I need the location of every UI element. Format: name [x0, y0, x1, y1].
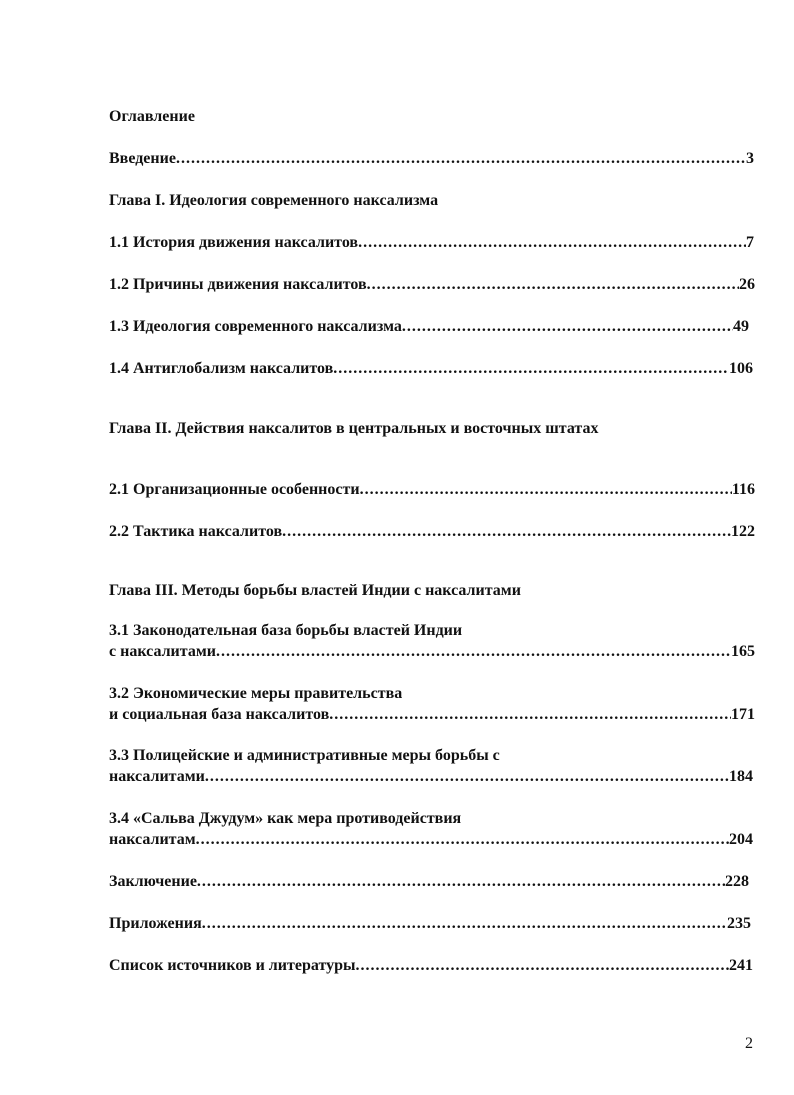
- toc-entry-1-4: [109, 359, 753, 379]
- toc-entry-3-3-line1: 3.3 Полицейские и административные меры борьбы с: [109, 747, 500, 764]
- toc-entry-2-1: [109, 480, 755, 500]
- dot-leader: [355, 956, 729, 976]
- entry-label: наксалитам: [109, 831, 196, 848]
- dot-leader: [329, 705, 731, 725]
- entry-label: Заключение: [109, 873, 197, 890]
- dot-leader: [333, 359, 729, 379]
- entry-label: Введение: [109, 150, 176, 167]
- toc-title: Оглавление: [109, 108, 195, 125]
- entry-label: 2.2 Тактика наксалитов: [109, 523, 283, 540]
- toc-entry-conclusion: [109, 872, 749, 892]
- dot-leader: [282, 522, 731, 542]
- entry-page: 26: [739, 276, 755, 293]
- dot-leader: [205, 767, 729, 787]
- toc-entry-3-4-line1: 3.4 «Сальва Джудум» как мера противодействия: [109, 810, 462, 827]
- entry-label: Приложения: [109, 915, 202, 932]
- entry-label: наксалитами: [109, 768, 205, 785]
- toc-entry-3-1-line1: 3.1 Законодательная база борьбы властей Индии: [109, 622, 463, 639]
- entry-page: 171: [731, 706, 755, 723]
- chapter1-title: Глава I. Идеология современного наксализма: [109, 192, 439, 209]
- entry-label: и социальная база наксалитов: [109, 706, 330, 723]
- entry-page: 106: [729, 360, 753, 377]
- entry-label: с наксалитами: [109, 643, 216, 660]
- dot-leader: [202, 914, 727, 934]
- toc-entry-3-2-line1: 3.2 Экономические меры правительства: [109, 685, 403, 702]
- dot-leader: [360, 480, 732, 500]
- entry-page: 241: [729, 957, 753, 974]
- toc-entry-2-2: [109, 522, 755, 542]
- entry-page: 165: [731, 643, 755, 660]
- toc-entry-intro: [109, 149, 754, 169]
- toc-entry-1-1: [109, 233, 754, 253]
- toc-entry-3-4: [109, 830, 753, 850]
- toc-entry-1-3: [109, 317, 749, 337]
- chapter2-title: Глава II. Действия наксалитов в центральных и восточных штатах: [109, 420, 599, 437]
- entry-page: 122: [731, 523, 755, 540]
- entry-label: 1.4 Антиглобализм наксалитов: [109, 360, 334, 377]
- entry-label: 1.1 История движения наксалитов: [109, 234, 359, 251]
- toc-entry-appendices: [109, 914, 751, 934]
- toc-entry-1-2: [109, 275, 755, 295]
- page-number: 2: [745, 1035, 753, 1052]
- toc-entry-3-2: [109, 705, 755, 725]
- toc-entry-3-3: [109, 767, 753, 787]
- entry-page: 7: [746, 234, 754, 251]
- entry-label: 2.1 Организационные особенности: [109, 481, 360, 498]
- entry-page: 49: [733, 318, 749, 335]
- toc-entry-sources: [109, 956, 753, 976]
- entry-page: 228: [725, 873, 749, 890]
- entry-label: 1.2 Причины движения наксалитов: [109, 276, 367, 293]
- dot-leader: [402, 317, 733, 337]
- dot-leader: [367, 275, 739, 295]
- dot-leader: [196, 830, 729, 850]
- chapter3-title: Глава III. Методы борьбы властей Индии с наксалитами: [109, 582, 521, 599]
- entry-page: 204: [729, 831, 753, 848]
- dot-leader: [358, 233, 746, 253]
- dot-leader: [197, 872, 725, 892]
- entry-page: 116: [731, 481, 755, 498]
- entry-label: 1.3 Идеология современного наксализма: [109, 318, 402, 335]
- dot-leader: [216, 642, 731, 662]
- entry-page: 184: [729, 768, 753, 785]
- entry-page: 3: [746, 150, 754, 167]
- entry-label: Список источников и литературы: [109, 957, 356, 974]
- entry-page: 235: [727, 915, 751, 932]
- toc-entry-3-1: [109, 642, 755, 662]
- dot-leader: [176, 149, 746, 169]
